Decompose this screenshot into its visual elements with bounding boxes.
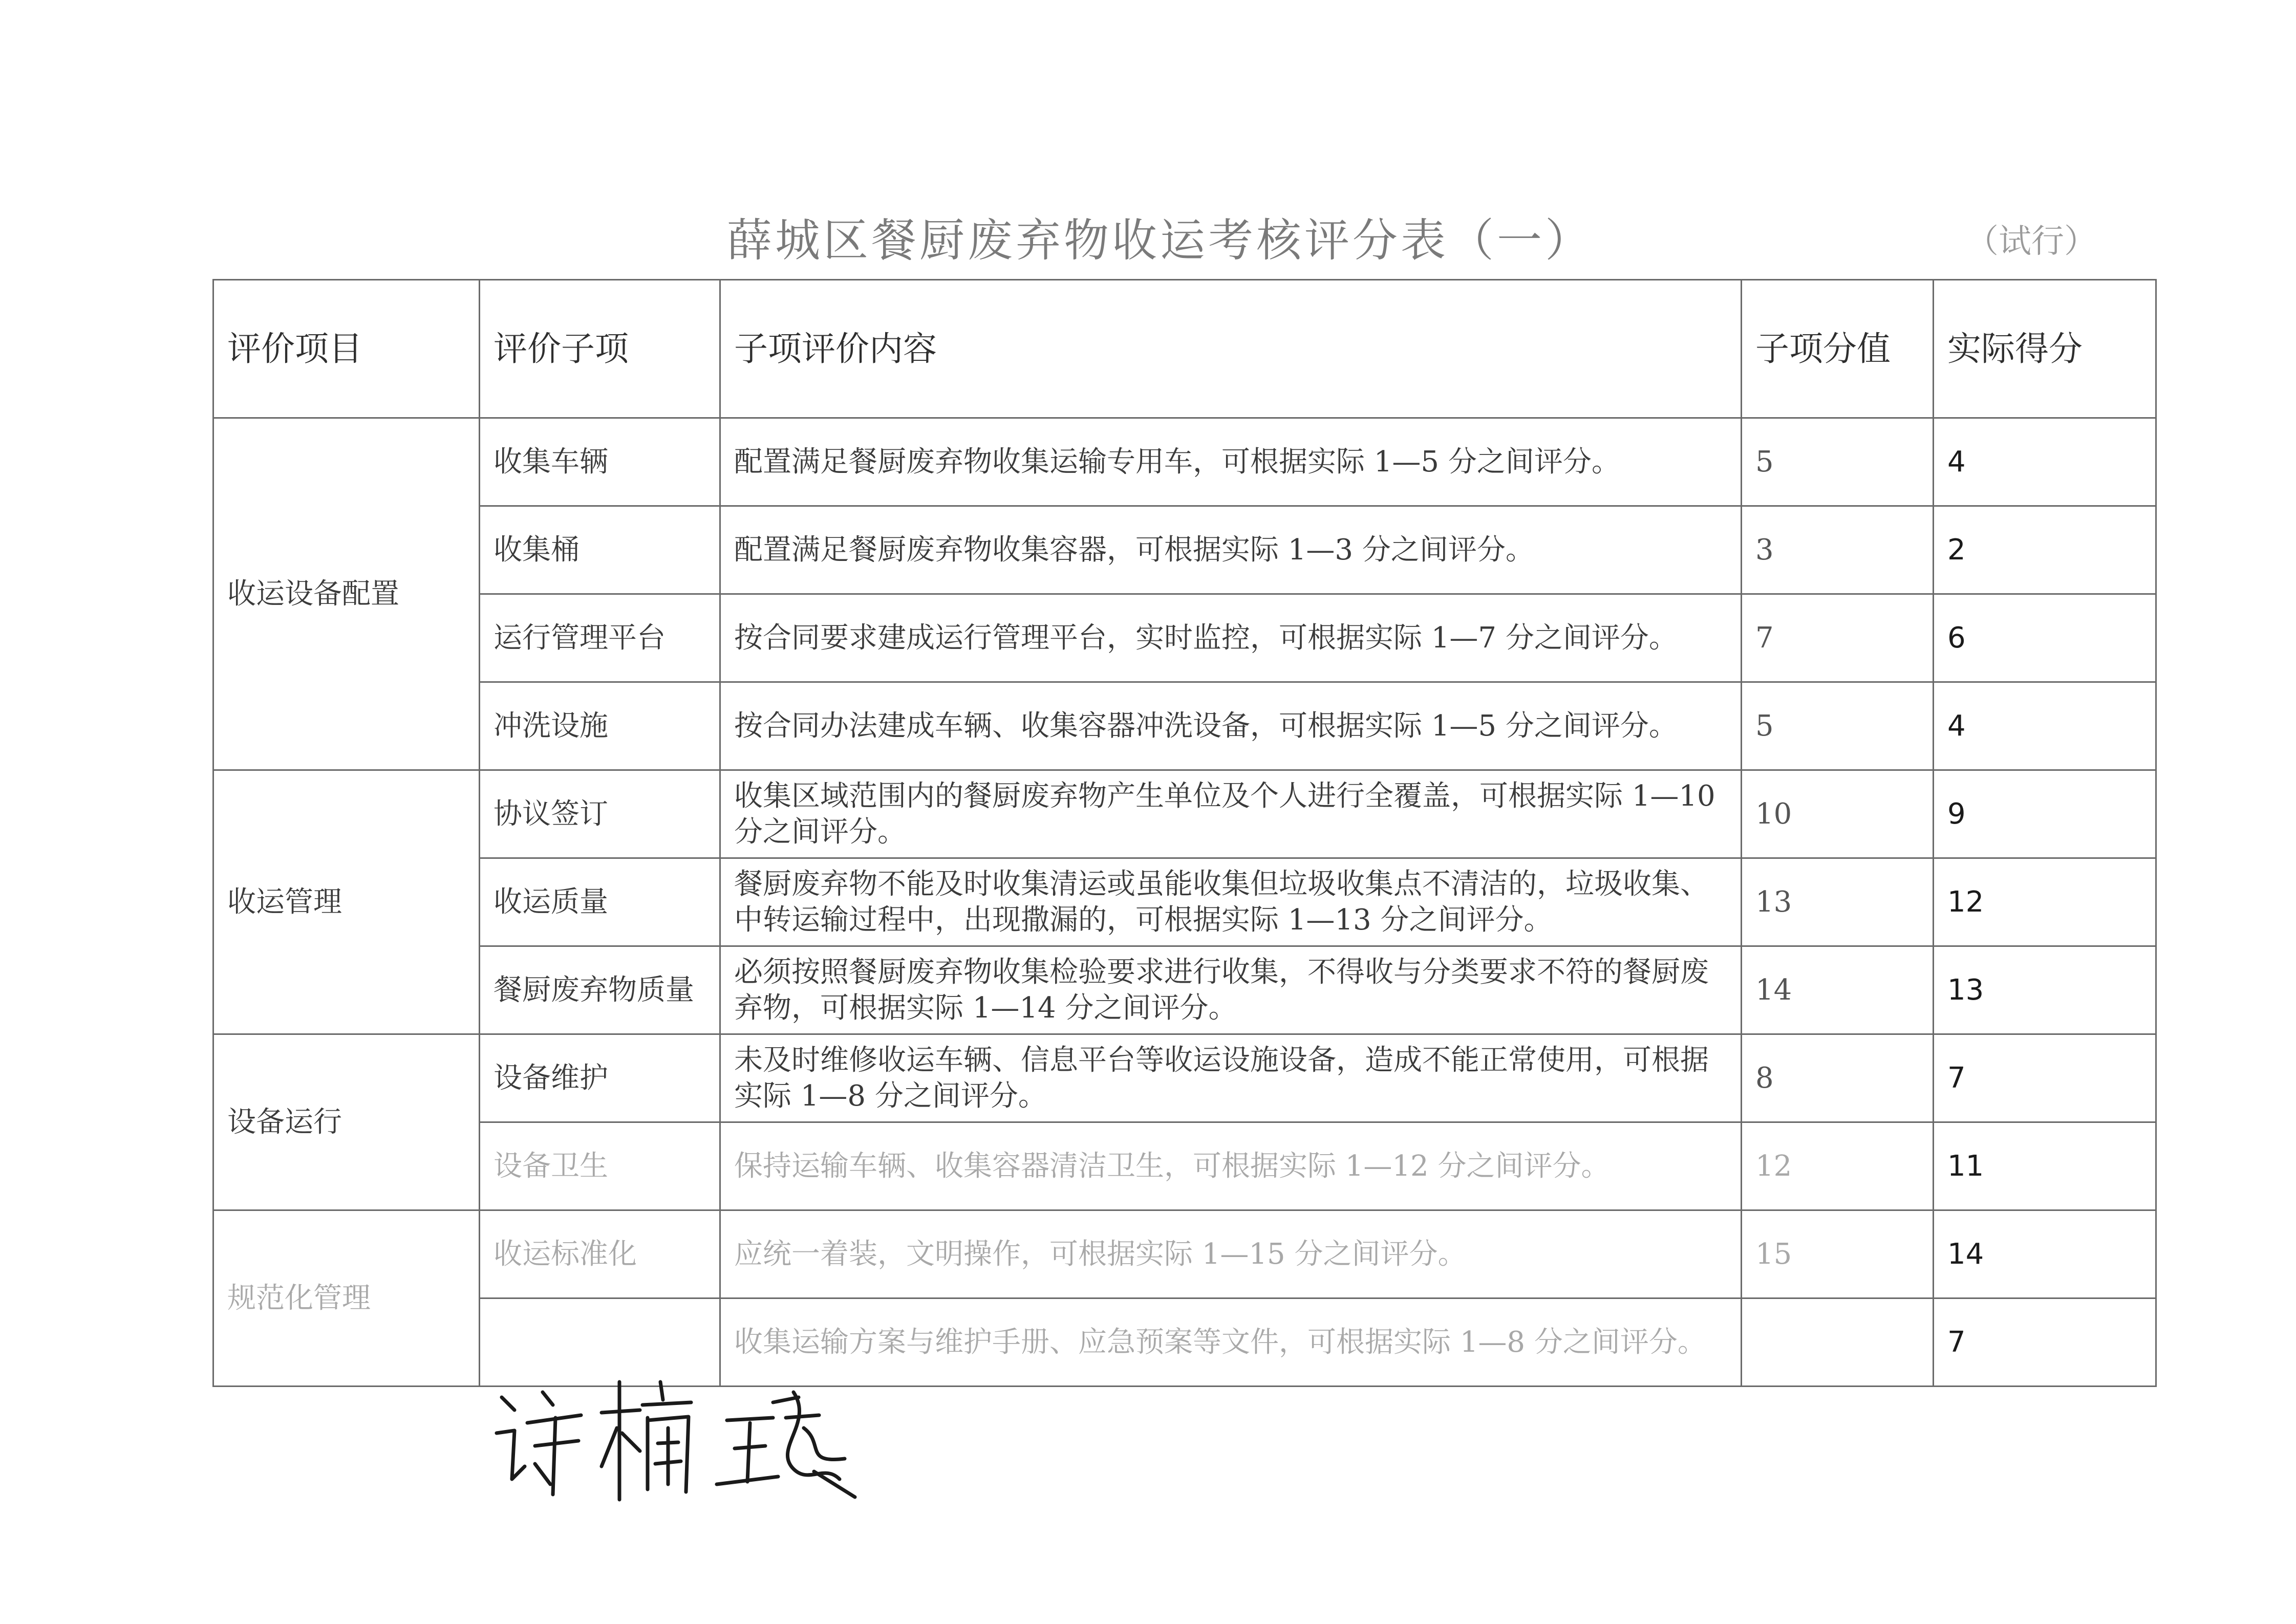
max-score-cell: 5 <box>1742 682 1934 770</box>
subitem-cell: 收集桶 <box>480 506 720 594</box>
table-row <box>213 1210 2156 1298</box>
content-cell: 保持运输车辆、收集容器清洁卫生，可根据实际 1—12 分之间评分。 <box>720 1122 1742 1210</box>
header-subitem: 评价子项 <box>480 280 720 418</box>
scoring-table <box>212 279 2157 1387</box>
header-max-score: 子项分值 <box>1742 280 1934 418</box>
content-cell: 未及时维修收运车辆、信息平台等收运设施设备，造成不能正常使用，可根据实际 1—8 分之间评分。 <box>720 1034 1742 1122</box>
category-cell: 收运设备配置 <box>213 418 480 770</box>
table-row <box>213 946 2156 1034</box>
header-actual-score: 实际得分 <box>1934 280 2156 418</box>
max-score-cell: 15 <box>1742 1210 1934 1298</box>
subitem-cell: 收集车辆 <box>480 418 720 506</box>
max-score-cell: 10 <box>1742 770 1934 858</box>
table-row <box>213 418 2156 506</box>
actual-score-cell: 13 <box>1934 946 2156 1034</box>
max-score-cell: 8 <box>1742 1034 1934 1122</box>
table-row <box>213 506 2156 594</box>
max-score-cell: 3 <box>1742 506 1934 594</box>
subitem-cell: 设备卫生 <box>480 1122 720 1210</box>
category-cell: 规范化管理 <box>213 1210 480 1387</box>
subitem-cell: 餐厨废弃物质量 <box>480 946 720 1034</box>
table-row <box>213 858 2156 946</box>
subitem-cell: 收运标准化 <box>480 1210 720 1298</box>
actual-score-cell: 12 <box>1934 858 2156 946</box>
content-cell: 收集运输方案与维护手册、应急预案等文件，可根据实际 1—8 分之间评分。 <box>720 1298 1742 1387</box>
max-score-cell: 5 <box>1742 418 1934 506</box>
subitem-cell: 收运质量 <box>480 858 720 946</box>
table-row <box>213 682 2156 770</box>
category-cell: 设备运行 <box>213 1034 480 1210</box>
actual-score-cell: 4 <box>1934 682 2156 770</box>
table-row <box>213 594 2156 682</box>
trial-note: （试行） <box>1966 223 2097 261</box>
document-title: 薛城区餐厨废弃物收运考核评分表（一） <box>727 214 1594 267</box>
content-cell: 配置满足餐厨废弃物收集运输专用车，可根据实际 1—5 分之间评分。 <box>720 418 1742 506</box>
table-row <box>213 1034 2156 1122</box>
table-row <box>213 1122 2156 1210</box>
actual-score-cell: 11 <box>1934 1122 2156 1210</box>
content-cell: 应统一着装，文明操作，可根据实际 1—15 分之间评分。 <box>720 1210 1742 1298</box>
handwritten-signature <box>486 1361 865 1510</box>
content-cell: 按合同办法建成车辆、收集容器冲洗设备，可根据实际 1—5 分之间评分。 <box>720 682 1742 770</box>
max-score-cell <box>1742 1298 1934 1387</box>
actual-score-cell: 2 <box>1934 506 2156 594</box>
content-cell: 配置满足餐厨废弃物收集容器，可根据实际 1—3 分之间评分。 <box>720 506 1742 594</box>
subitem-cell: 冲洗设施 <box>480 682 720 770</box>
table-header-row <box>213 280 2156 418</box>
header-category: 评价项目 <box>213 280 480 418</box>
content-cell: 按合同要求建成运行管理平台，实时监控，可根据实际 1—7 分之间评分。 <box>720 594 1742 682</box>
actual-score-cell: 7 <box>1934 1298 2156 1387</box>
header-content: 子项评价内容 <box>720 280 1742 418</box>
max-score-cell: 14 <box>1742 946 1934 1034</box>
content-cell: 收集区域范围内的餐厨废弃物产生单位及个人进行全覆盖，可根据实际 1—10 分之间评分。 <box>720 770 1742 858</box>
subitem-cell: 协议签订 <box>480 770 720 858</box>
category-cell: 收运管理 <box>213 770 480 1034</box>
table-row <box>213 770 2156 858</box>
actual-score-cell: 9 <box>1934 770 2156 858</box>
scoring-table-body <box>213 280 2156 1387</box>
actual-score-cell: 7 <box>1934 1034 2156 1122</box>
max-score-cell: 12 <box>1742 1122 1934 1210</box>
subitem-cell: 运行管理平台 <box>480 594 720 682</box>
content-cell: 餐厨废弃物不能及时收集清运或虽能收集但垃圾收集点不清洁的，垃圾收集、中转运输过程中，出现撒漏的，可根据实际 1—13 分之间评分。 <box>720 858 1742 946</box>
actual-score-cell: 4 <box>1934 418 2156 506</box>
actual-score-cell: 14 <box>1934 1210 2156 1298</box>
actual-score-cell: 6 <box>1934 594 2156 682</box>
max-score-cell: 13 <box>1742 858 1934 946</box>
content-cell: 必须按照餐厨废弃物收集检验要求进行收集，不得收与分类要求不符的餐厨废弃物，可根据实际 1—14 分之间评分。 <box>720 946 1742 1034</box>
subitem-cell: 设备维护 <box>480 1034 720 1122</box>
max-score-cell: 7 <box>1742 594 1934 682</box>
